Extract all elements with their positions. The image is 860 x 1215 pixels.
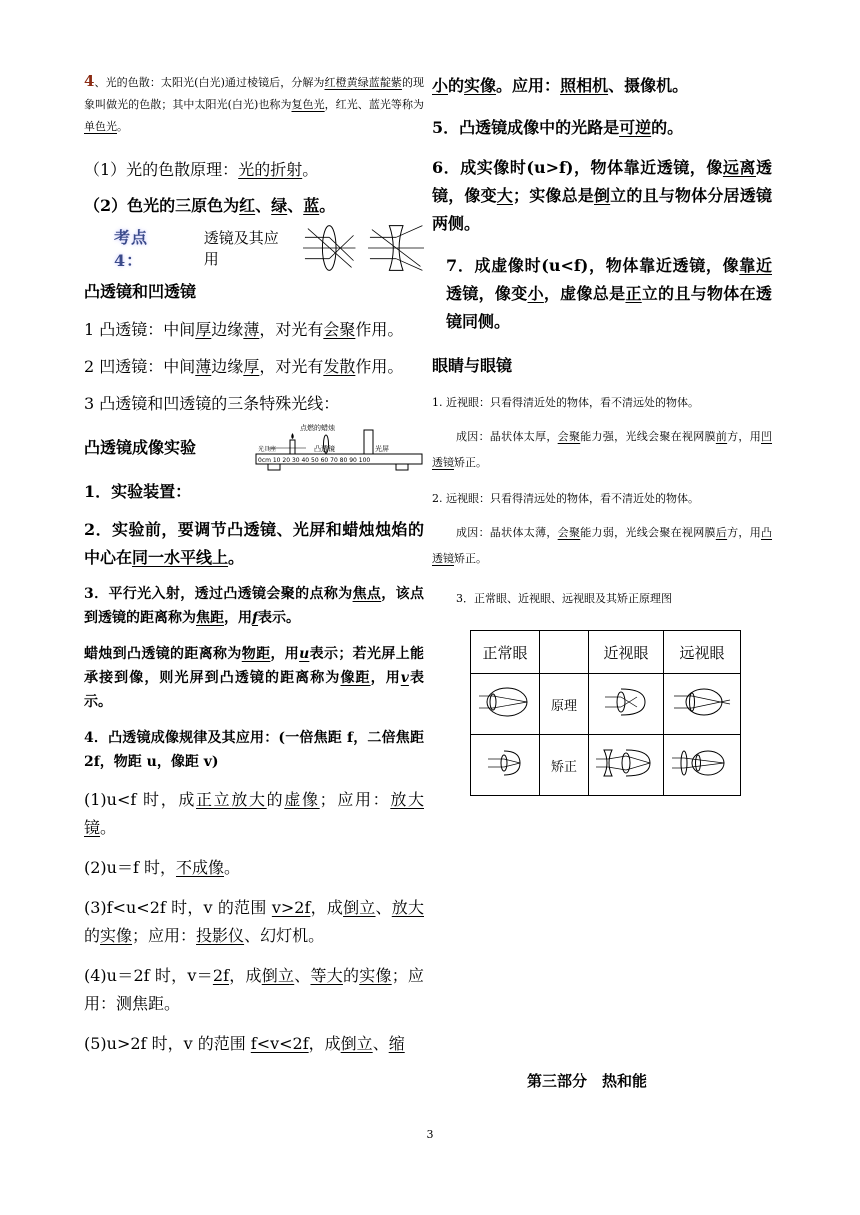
dispersion-principle: （1）光的色散原理：光的折射。 — [84, 160, 319, 179]
hyperopia-correction-cell — [664, 735, 741, 796]
bench-scale: 0cm 10 20 30 40 50 60 70 80 90 100 — [258, 457, 371, 464]
bench-lens-label: 凸透镜 — [314, 445, 335, 453]
normal-eye-principle-cell — [471, 674, 540, 735]
rule-3: (3)f<u<2f 时，v 的范围 v>2f，成倒立、放大的实像；应用：投影仪、幻灯机。 — [84, 898, 424, 945]
experiment-row — [84, 424, 424, 472]
virtual-image-rule: 7．成虚像时(u<f)，物体靠近透镜，像靠近透镜，像变小，虚像总是正立的且与物体在透镜同侧。 — [446, 256, 772, 331]
normal-eye-diagram — [477, 685, 533, 719]
header-myopia: 近视眼 — [589, 631, 664, 674]
topic-4-header — [114, 228, 424, 268]
pre-experiment-step: 2．实验前，要调节凸透镜、光屏和蜡烛烛焰的中心在同一水平线上。 — [84, 520, 424, 567]
header-empty — [540, 631, 589, 674]
right-column — [432, 72, 772, 796]
eye-figure-title: 3．正常眼、近视眼、远视眼及其矫正原理图 — [456, 592, 672, 605]
normal-eye-correction-cell — [471, 735, 540, 796]
concave-lens-diagram — [368, 223, 424, 273]
experiment-heading: 凸透镜成像实验 — [84, 438, 197, 457]
rule-2: (2)u＝f 时，不成像。 — [84, 858, 241, 877]
focus-definition: 3．平行光入射，透过凸透镜会聚的点称为焦点，该点到透镜的距离称为焦距，用f表示。 — [84, 586, 424, 626]
hyperopia-principle-cell — [664, 674, 741, 735]
imaging-rules-title: 4．凸透镜成像规律及其应用：(一倍焦距 f，二倍焦距 2f，物距 u，像距 v) — [84, 730, 424, 770]
row-label-correction: 矫正 — [540, 735, 589, 796]
normal-eye-small-diagram — [482, 747, 528, 779]
bench-screen-label: 光屏 — [375, 445, 389, 453]
myopia-correction-diagram — [596, 746, 656, 780]
concave-lens-desc: 2 凹透镜：中间薄边缘厚，对光有发散作用。 — [84, 357, 404, 376]
primary-colors: （2）色光的三原色为红、绿、蓝。 — [84, 196, 336, 215]
bench-stand-label: 光具座 — [258, 446, 277, 453]
optical-bench-diagram — [246, 424, 424, 472]
lens-heading: 凸透镜和凹透镜 — [84, 282, 197, 301]
hyperopia-correction-diagram — [672, 746, 732, 780]
rule-1: (1)u<f 时，成正立放大的虚像；应用：放大镜。 — [84, 790, 424, 837]
distance-definition: 蜡烛到凸透镜的距离称为物距，用u表示；若光屏上能承接到像，则光屏到凸透镜的距离称为像距，用v表示。 — [84, 646, 425, 710]
rule-5: (5)u>2f 时，v 的范围 f<v<2f，成倒立、缩 — [84, 1034, 405, 1053]
header-hyperopia: 远视眼 — [664, 631, 741, 674]
topic-label: 考点 4： — [114, 228, 149, 270]
convex-lens-desc: 1 凸透镜：中间厚边缘薄，对光有会聚作用。 — [84, 320, 404, 339]
hyperopia-eye-diagram — [672, 685, 732, 719]
dispersion-paragraph: 4、光的色散：太阳光(白光)通过棱镜后，分解为红橙黄绿蓝靛紫的现象叫做光的色散；其中太阳光(白光)也称为复色光，红光、蓝光等称为单色光。 — [84, 72, 425, 133]
hyperopia-desc: 2. 远视眼：只看得清远处的物体，看不清近处的物体。 — [432, 492, 699, 505]
rule-5-continued: 小的实像。应用：照相机、摄像机。 — [432, 76, 689, 95]
reversible-path: 5．凸透镜成像中的光路是可逆的。 — [432, 118, 684, 137]
topic-title: 透镜及其应用 — [203, 229, 279, 268]
row-label-principle: 原理 — [540, 674, 589, 735]
setup-step: 1．实验装置： — [84, 482, 192, 501]
rule-4: (4)u＝2f 时，v＝2f，成倒立、等大的实像；应用：测焦距。 — [84, 966, 424, 1013]
eye-heading: 眼睛与眼镜 — [432, 356, 513, 375]
page-number: 3 — [426, 1128, 434, 1141]
header-normal-eye: 正常眼 — [471, 631, 540, 674]
hyperopia-cause: 成因：晶状体太薄，会聚能力弱，光线会聚在视网膜后方，用凸透镜矫正。 — [432, 526, 773, 565]
myopia-correction-cell — [589, 735, 664, 796]
section-3-title: 第三部分 热和能 — [527, 1072, 648, 1090]
real-image-rule: 6．成实像时(u>f)，物体靠近透镜，像远离透镜，像变大；实像总是倒立的且与物体分居透镜两侧。 — [432, 158, 772, 233]
three-rays: 3 凸透镜和凹透镜的三条特殊光线： — [84, 394, 340, 413]
myopia-principle-cell — [589, 674, 664, 735]
bench-candle-label: 点燃的蜡烛 — [300, 424, 335, 432]
convex-lens-diagram — [303, 223, 355, 273]
myopia-eye-diagram — [601, 685, 651, 719]
myopia-cause: 成因：晶状体太厚，会聚能力强，光线会聚在视网膜前方，用凹透镜矫正。 — [432, 430, 773, 469]
left-column — [84, 70, 424, 1058]
eye-comparison-table — [470, 630, 741, 796]
myopia-desc: 1. 近视眼：只看得清近处的物体，看不清远处的物体。 — [432, 396, 699, 409]
